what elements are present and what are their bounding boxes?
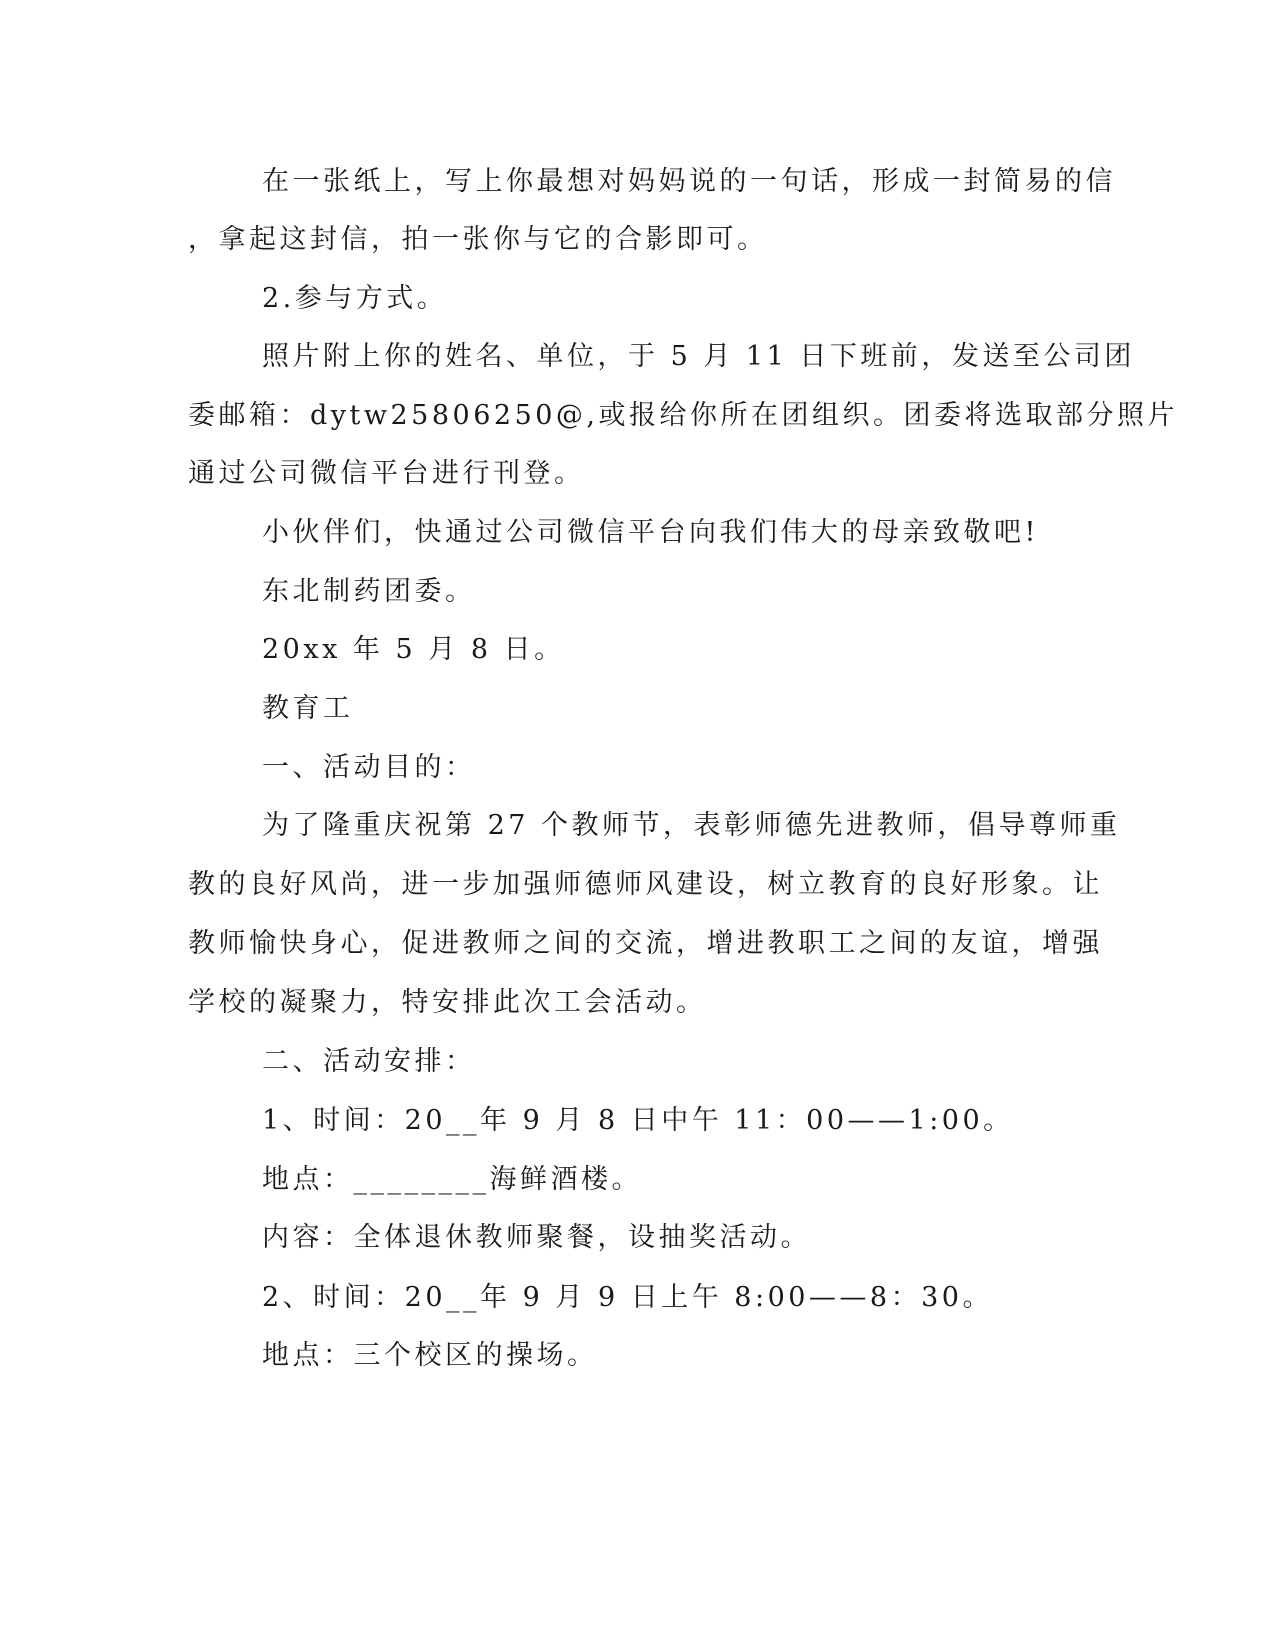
document-title: 教育工 <box>262 693 354 724</box>
schedule-item: 内容：全体退休教师聚餐，设抽奖活动。 <box>262 1222 811 1253</box>
schedule-item: 1、时间：20__年 9 月 8 日中午 11：00——1:00。 <box>262 1105 1014 1136</box>
schedule-item: 地点：________海鲜酒楼。 <box>262 1164 642 1195</box>
signature-line: 东北制药团委。 <box>262 576 476 607</box>
paragraph-line: 通过公司微信平台进行刊登。 <box>188 458 585 489</box>
section-heading: 一、活动目的： <box>262 752 476 783</box>
paragraph-line: 教师愉快身心，促进教师之间的交流，增进教职工之间的友谊，增强 <box>188 928 1103 959</box>
paragraph-line: 小伙伴们，快通过公司微信平台向我们伟大的母亲致敬吧! <box>262 517 1039 548</box>
paragraph-line: 教的良好风尚，进一步加强师德师风建设，树立教育的良好形象。让 <box>188 869 1103 900</box>
paragraph-line: 照片附上你的姓名、单位，于 5 月 11 日下班前，发送至公司团 <box>262 341 1135 372</box>
paragraph-line: ，拿起这封信，拍一张你与它的合影即可。 <box>188 224 768 255</box>
paragraph-line: 为了隆重庆祝第 27 个教师节，表彰师德先进教师，倡导尊师重 <box>262 810 1121 841</box>
schedule-item: 地点：三个校区的操场。 <box>262 1340 598 1371</box>
schedule-item: 2、时间：20__年 9 月 9 日上午 8:00——8：30。 <box>262 1282 993 1313</box>
paragraph-line: 委邮箱：dytw25806250@,或报给你所在团组织。团委将选取部分照片 <box>188 400 1179 431</box>
date-line: 20xx 年 5 月 8 日。 <box>262 634 565 665</box>
paragraph-line: 学校的凝聚力，特安排此次工会活动。 <box>188 987 707 1018</box>
section-heading: 2.参与方式。 <box>262 283 448 314</box>
paragraph-line: 在一张纸上，写上你最想对妈妈说的一句话，形成一封简易的信 <box>262 166 1116 197</box>
section-heading: 二、活动安排： <box>262 1046 476 1077</box>
